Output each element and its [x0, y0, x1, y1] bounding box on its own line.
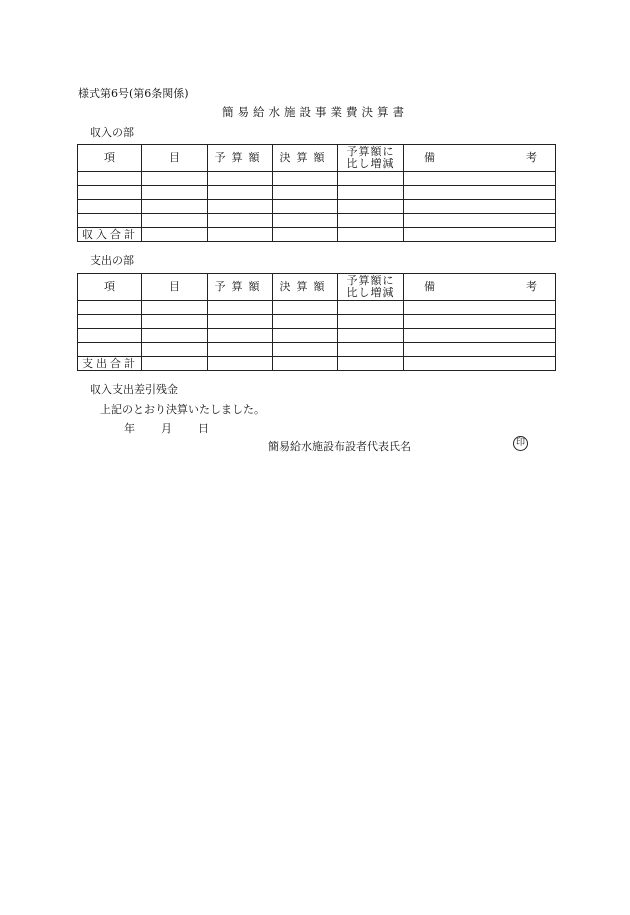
cell[interactable]	[208, 329, 273, 343]
signer-label: 簡易給水施設布設者代表氏名	[268, 440, 411, 453]
col-diff	[338, 145, 404, 172]
cell[interactable]	[78, 343, 142, 357]
col-diff-line1: 予算額に	[346, 145, 395, 158]
cell[interactable]	[78, 214, 142, 228]
cell[interactable]	[338, 172, 404, 186]
cell[interactable]	[273, 200, 338, 214]
cell[interactable]	[338, 228, 404, 242]
cell[interactable]	[78, 301, 142, 315]
cell[interactable]	[142, 343, 208, 357]
cell[interactable]	[338, 214, 404, 228]
cell[interactable]	[142, 301, 208, 315]
col-budget: 予算額	[208, 145, 273, 172]
cell[interactable]	[338, 315, 404, 329]
col-remarks	[404, 274, 556, 301]
table-row	[78, 186, 556, 200]
income-total-label: 収入合計	[78, 228, 142, 242]
date-day: 日	[198, 422, 209, 435]
cell[interactable]	[404, 200, 556, 214]
cell[interactable]	[404, 301, 556, 315]
cell[interactable]	[208, 343, 273, 357]
cell[interactable]	[142, 214, 208, 228]
table-row	[78, 301, 556, 315]
cell[interactable]	[404, 329, 556, 343]
cell[interactable]	[78, 329, 142, 343]
cell[interactable]	[142, 200, 208, 214]
cell[interactable]	[338, 357, 404, 371]
col-diff-line1: 予算額に	[346, 274, 395, 287]
col-remarks-1: 備	[424, 151, 435, 164]
cell[interactable]	[78, 315, 142, 329]
expense-table	[77, 273, 556, 371]
col-item: 項	[78, 145, 142, 172]
seal-mark: 印	[513, 436, 528, 451]
cell[interactable]	[404, 315, 556, 329]
cell[interactable]	[273, 172, 338, 186]
cell[interactable]	[338, 343, 404, 357]
col-remarks-1: 備	[424, 280, 435, 293]
cell[interactable]	[338, 186, 404, 200]
date-month: 月	[161, 422, 172, 435]
table-row	[78, 329, 556, 343]
table-row	[78, 343, 556, 357]
cell[interactable]	[208, 200, 273, 214]
table-row	[78, 315, 556, 329]
cell[interactable]	[404, 214, 556, 228]
cell[interactable]	[273, 315, 338, 329]
expense-heading: 支出の部	[90, 254, 134, 267]
col-subitem: 目	[142, 145, 208, 172]
col-diff-line2: 比し増減	[346, 286, 395, 299]
cell[interactable]	[273, 357, 338, 371]
table-row	[78, 200, 556, 214]
cell[interactable]	[208, 186, 273, 200]
cell[interactable]	[404, 343, 556, 357]
col-diff	[338, 274, 404, 301]
cell[interactable]	[208, 315, 273, 329]
expense-header-row	[78, 274, 556, 301]
cell[interactable]	[338, 329, 404, 343]
col-remarks-2: 考	[526, 280, 537, 293]
col-remarks-2: 考	[526, 151, 537, 164]
col-remarks	[404, 145, 556, 172]
col-item: 項	[78, 274, 142, 301]
cell[interactable]	[404, 186, 556, 200]
cell[interactable]	[273, 329, 338, 343]
cell[interactable]	[273, 186, 338, 200]
income-header-row	[78, 145, 556, 172]
cell[interactable]	[78, 172, 142, 186]
col-subitem: 目	[142, 274, 208, 301]
cell[interactable]	[208, 301, 273, 315]
cell[interactable]	[273, 228, 338, 242]
col-settled: 決算額	[273, 145, 338, 172]
form-number: 様式第6号(第6条関係)	[78, 87, 189, 100]
cell[interactable]	[208, 214, 273, 228]
table-row	[78, 172, 556, 186]
col-diff-line2: 比し増減	[346, 157, 395, 170]
cell[interactable]	[78, 200, 142, 214]
document-title: 簡易給水施設事業費決算書	[222, 105, 408, 119]
cell[interactable]	[404, 228, 556, 242]
cell[interactable]	[404, 172, 556, 186]
cell[interactable]	[208, 357, 273, 371]
cell[interactable]	[273, 343, 338, 357]
balance-label: 収入支出差引残金	[90, 383, 178, 396]
table-row	[78, 214, 556, 228]
cell[interactable]	[142, 186, 208, 200]
expense-total-row	[78, 357, 556, 371]
cell[interactable]	[338, 301, 404, 315]
date-line	[124, 420, 209, 436]
cell[interactable]	[142, 357, 208, 371]
income-table	[77, 144, 556, 242]
cell[interactable]	[273, 214, 338, 228]
cell[interactable]	[78, 186, 142, 200]
cell[interactable]	[208, 172, 273, 186]
cell[interactable]	[142, 315, 208, 329]
cell[interactable]	[142, 228, 208, 242]
income-total-row	[78, 228, 556, 242]
cell[interactable]	[142, 329, 208, 343]
cell[interactable]	[142, 172, 208, 186]
cell[interactable]	[208, 228, 273, 242]
col-settled: 決算額	[273, 274, 338, 301]
expense-total-label: 支出合計	[78, 357, 142, 371]
col-budget: 予算額	[208, 274, 273, 301]
statement: 上記のとおり決算いたしました。	[100, 403, 265, 416]
cell[interactable]	[404, 357, 556, 371]
cell[interactable]	[273, 301, 338, 315]
cell[interactable]	[338, 200, 404, 214]
income-heading: 収入の部	[90, 126, 134, 139]
date-year: 年	[124, 422, 135, 435]
